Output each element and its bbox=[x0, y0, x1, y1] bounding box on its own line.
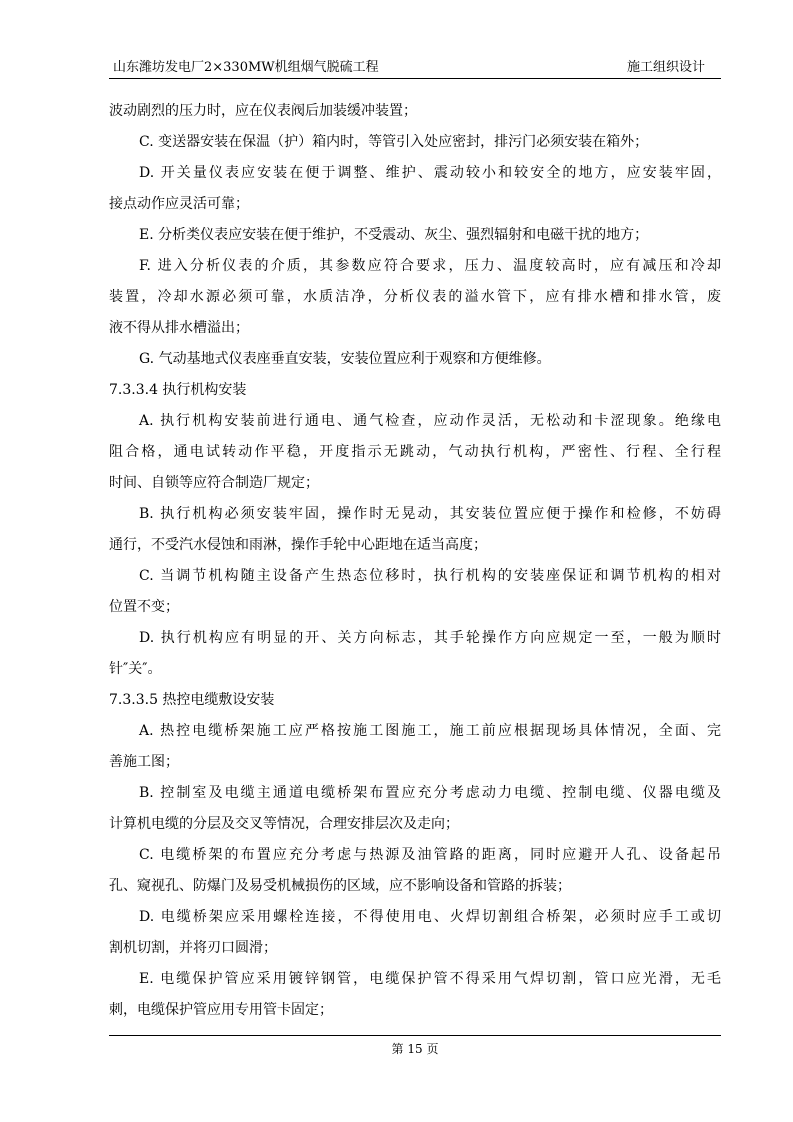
body-line: 通行，不受汽水侵蚀和雨淋，操作手轮中心距地在适当高度； bbox=[109, 537, 487, 553]
body-line: F. 进入分析仪表的介质，其参数应符合要求，压力、温度较高时，应有减压和冷却 bbox=[139, 258, 721, 274]
footer-divider bbox=[109, 1035, 721, 1036]
header-section-title: 施工组织设计 bbox=[626, 60, 705, 75]
body-line: D. 开关量仪表应安装在便于调整、维护、震动较小和较安全的地方，应安装牢固， bbox=[139, 165, 721, 181]
body-line: C. 变送器安装在保温（护）箱内时，等管引入处应密封，排污门必须安装在箱外； bbox=[139, 134, 649, 150]
body-line: E. 分析类仪表应安装在便于维护，不受震动、灰尘、强烈辐射和电磁干扰的地方； bbox=[139, 227, 649, 243]
body-line: 针″关″。 bbox=[109, 661, 162, 677]
body-line: 刺，电缆保护管应用专用管卡固定； bbox=[109, 1002, 333, 1018]
body-line: C. 当调节机构随主设备产生热态位移时，执行机构的安装座保证和调节机构的相对 bbox=[139, 568, 721, 584]
section-heading: 7.3.3.5 热控电缆敷设安装 bbox=[109, 692, 275, 708]
body-line: A. 热控电缆桥架施工应严格按施工图施工，施工前应根据现场具体情况，全面、完 bbox=[139, 723, 721, 739]
body-line: 装置，冷却水源必须可靠，水质洁净，分析仪表的溢水管下，应有排水槽和排水管，废 bbox=[109, 289, 721, 305]
body-line: 计算机电缆的分层及交叉等情况，合理安排层次及走向； bbox=[109, 816, 459, 832]
body-line: 割机切割，并将刃口圆滑； bbox=[109, 940, 277, 956]
body-line: D. 执行机构应有明显的开、关方向标志，其手轮操作方向应规定一至，一般为顺时 bbox=[139, 630, 721, 646]
body-line: A. 执行机构安装前进行通电、通气检查，应动作灵活，无松动和卡涩现象。绝缘电 bbox=[139, 413, 721, 429]
body-line: 善施工图； bbox=[109, 754, 179, 770]
body-line: C. 电缆桥架的布置应充分考虑与热源及油管路的距离，同时应避开人孔、设备起吊 bbox=[139, 847, 721, 863]
page-header bbox=[109, 58, 721, 79]
page-number: 第 15 页 bbox=[391, 1042, 439, 1056]
body-line: 孔、窥视孔、防爆门及易受机械损伤的区域，应不影响设备和管路的拆装； bbox=[109, 878, 571, 894]
body-line: 时间、自锁等应符合制造厂规定； bbox=[109, 475, 319, 491]
body-line: B. 执行机构必须安装牢固，操作时无晃动，其安装位置应便于操作和检修，不妨碍 bbox=[139, 506, 721, 522]
document-body bbox=[109, 96, 721, 1026]
body-line: 波动剧烈的压力时，应在仪表阀后加装缓冲装置； bbox=[109, 103, 417, 119]
body-line: 阻合格，通电试转动作平稳，开度指示无跳动，气动执行机构，严密性、行程、全行程 bbox=[109, 444, 721, 460]
body-line: D. 电缆桥架应采用螺栓连接，不得使用电、火焊切割组合桥架，必须时应手工或切 bbox=[139, 909, 721, 925]
body-line: G. 气动基地式仪表座垂直安装，安装位置应利于观察和方便维修。 bbox=[139, 351, 551, 367]
body-line: B. 控制室及电缆主通道电缆桥架布置应充分考虑动力电缆、控制电缆、仪器电缆及 bbox=[139, 785, 721, 801]
body-line: 接点动作应灵活可靠； bbox=[109, 196, 249, 212]
section-heading: 7.3.3.4 执行机构安装 bbox=[109, 382, 247, 398]
header-project-title: 山东潍坊发电厂2×330MW机组烟气脱硫工程 bbox=[113, 60, 379, 75]
body-line: 液不得从排水槽溢出； bbox=[109, 320, 249, 336]
body-line: E. 电缆保护管应采用镀锌钢管，电缆保护管不得采用气焊切割，管口应光滑，无毛 bbox=[139, 971, 721, 987]
body-line: 位置不变； bbox=[109, 599, 179, 615]
